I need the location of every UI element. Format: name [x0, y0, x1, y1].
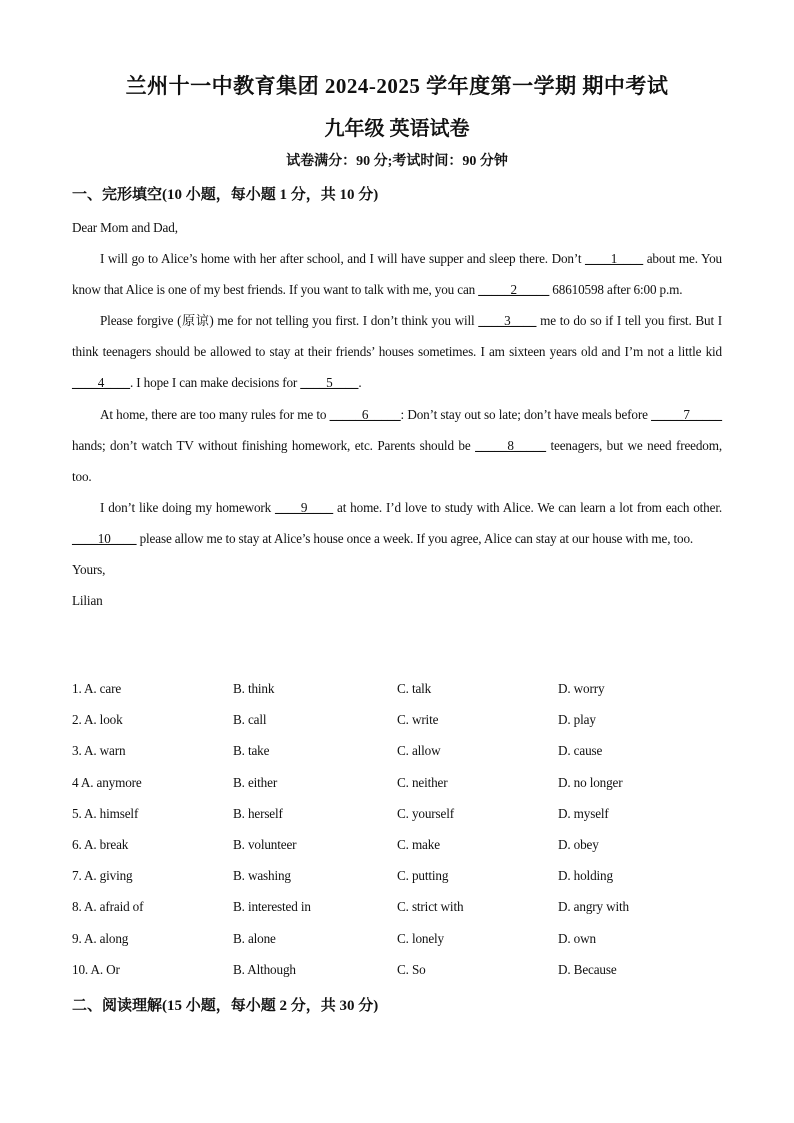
option-c: C. make	[397, 836, 440, 852]
exam-subtitle: 九年级 英语试卷	[324, 118, 470, 140]
blank-3: ____3____	[478, 313, 537, 329]
option-d: D. Because	[558, 961, 617, 977]
section-heading-reading: 二、阅读理解(15 小题，每小题 2 分，共 30 分)	[72, 998, 379, 1014]
blank-2: _____2_____	[478, 282, 550, 298]
option-a: 7. A. giving	[72, 868, 133, 884]
option-c: C. talk	[397, 681, 432, 696]
option-b: B. Although	[233, 961, 296, 977]
option-a: 2. A. look	[72, 712, 123, 728]
blank-1: ____1____	[585, 251, 644, 267]
option-c: C. lonely	[397, 930, 445, 946]
blank-10: ____10____	[72, 530, 137, 546]
letter-paragraph-3: At home, there are too many rules for me to _____6_____: Don’t stay out so late; don’t have meals before _____7_____ hands; don’t watch TV without finishing homework, etc. Parents should be _____8_____ teenagers, but we need freedom, too.	[72, 406, 722, 484]
option-c: C. allow	[397, 743, 441, 759]
option-a: 9. A. along	[72, 930, 129, 946]
letter-signature: Lilian	[72, 593, 103, 609]
option-row	[72, 956, 732, 987]
option-c: C. neither	[397, 774, 448, 790]
option-d: D. cause	[558, 743, 603, 759]
option-b: B. alone	[233, 930, 276, 946]
option-row	[72, 925, 732, 956]
blank-4: ____4____	[72, 375, 130, 391]
option-b: B. call	[233, 712, 267, 728]
option-c: C. strict with	[397, 899, 464, 915]
blank-9: ____9____	[275, 499, 334, 515]
option-row	[72, 893, 732, 924]
letter-paragraph-1: I will go to Alice’s home with her after school, and I will have supper and sleep there. Don’t ____1____ about me. You know that Alice is one of my best friends. If you want to talk with me, you can _____2_____ 68610598 after 6:00 p.m.	[72, 251, 722, 298]
option-b: B. think	[233, 681, 275, 696]
option-d: D. no longer	[558, 774, 623, 790]
option-b: B. washing	[233, 868, 291, 884]
option-row	[72, 862, 732, 893]
option-a: 5. A. himself	[72, 805, 139, 821]
option-c: C. yourself	[397, 805, 454, 821]
option-row	[72, 706, 732, 737]
option-c: C. So	[397, 961, 426, 977]
option-d: D. own	[558, 930, 596, 946]
exam-info: 试卷满分：90 分;考试时间：90 分钟	[286, 154, 508, 169]
option-row	[72, 831, 732, 862]
option-row	[72, 800, 732, 831]
option-b: B. volunteer	[233, 836, 297, 852]
option-b: B. herself	[233, 805, 283, 821]
option-a: 3. A. warn	[72, 743, 126, 759]
blank-8: _____8_____	[475, 437, 546, 453]
option-row	[72, 769, 732, 800]
option-d: D. holding	[558, 868, 613, 884]
option-row	[72, 675, 732, 706]
exam-title: 兰州十一中教育集团 2024-2025 学年度第一学期 期中考试	[125, 74, 669, 98]
option-d: D. worry	[558, 681, 605, 696]
option-d: D. obey	[558, 836, 599, 852]
letter-paragraph-4: I don’t like doing my homework ____9____ at home. I’d love to study with Alice. We can learn a lot from each other. ____10____ please allow me to stay at Alice’s house once a week. If you agree, Alice can stay at our house with me, too.	[72, 499, 722, 546]
option-b: B. take	[233, 743, 270, 759]
blank-6: _____6_____	[329, 406, 401, 422]
option-b: B. either	[233, 774, 278, 790]
blank-5: ____5____	[300, 375, 359, 391]
section-heading-cloze: 一、完形填空(10 小题，每小题 1 分，共 10 分)	[72, 187, 379, 203]
blank-7: _____7_____	[651, 406, 722, 422]
letter-paragraph-2: Please forgive (原谅) me for not telling you first. I don’t think you will ____3____ me to do so if I tell you first. But I think teenagers should be allowed to stay at their friends’ houses sometimes. I am sixteen years old and I’m not a little kid ____4____. I hope I can make decisions for ____5____.	[72, 313, 722, 391]
option-c: C. putting	[397, 868, 449, 884]
option-a: 1. A. care	[72, 681, 122, 696]
option-row	[72, 737, 732, 768]
option-d: D. angry with	[558, 899, 629, 915]
option-d: D. myself	[558, 805, 609, 821]
cloze-letter	[72, 212, 722, 616]
option-d: D. play	[558, 712, 596, 728]
answer-options	[72, 675, 732, 987]
letter-closing: Yours,	[72, 562, 106, 578]
letter-greeting: Dear Mom and Dad,	[72, 220, 178, 235]
option-a: 4 A. anymore	[72, 774, 142, 790]
option-c: C. write	[397, 712, 439, 728]
option-a: 8. A. afraid of	[72, 899, 144, 915]
option-a: 10. A. Or	[72, 961, 120, 977]
option-b: B. interested in	[233, 899, 311, 915]
option-a: 6. A. break	[72, 836, 129, 852]
